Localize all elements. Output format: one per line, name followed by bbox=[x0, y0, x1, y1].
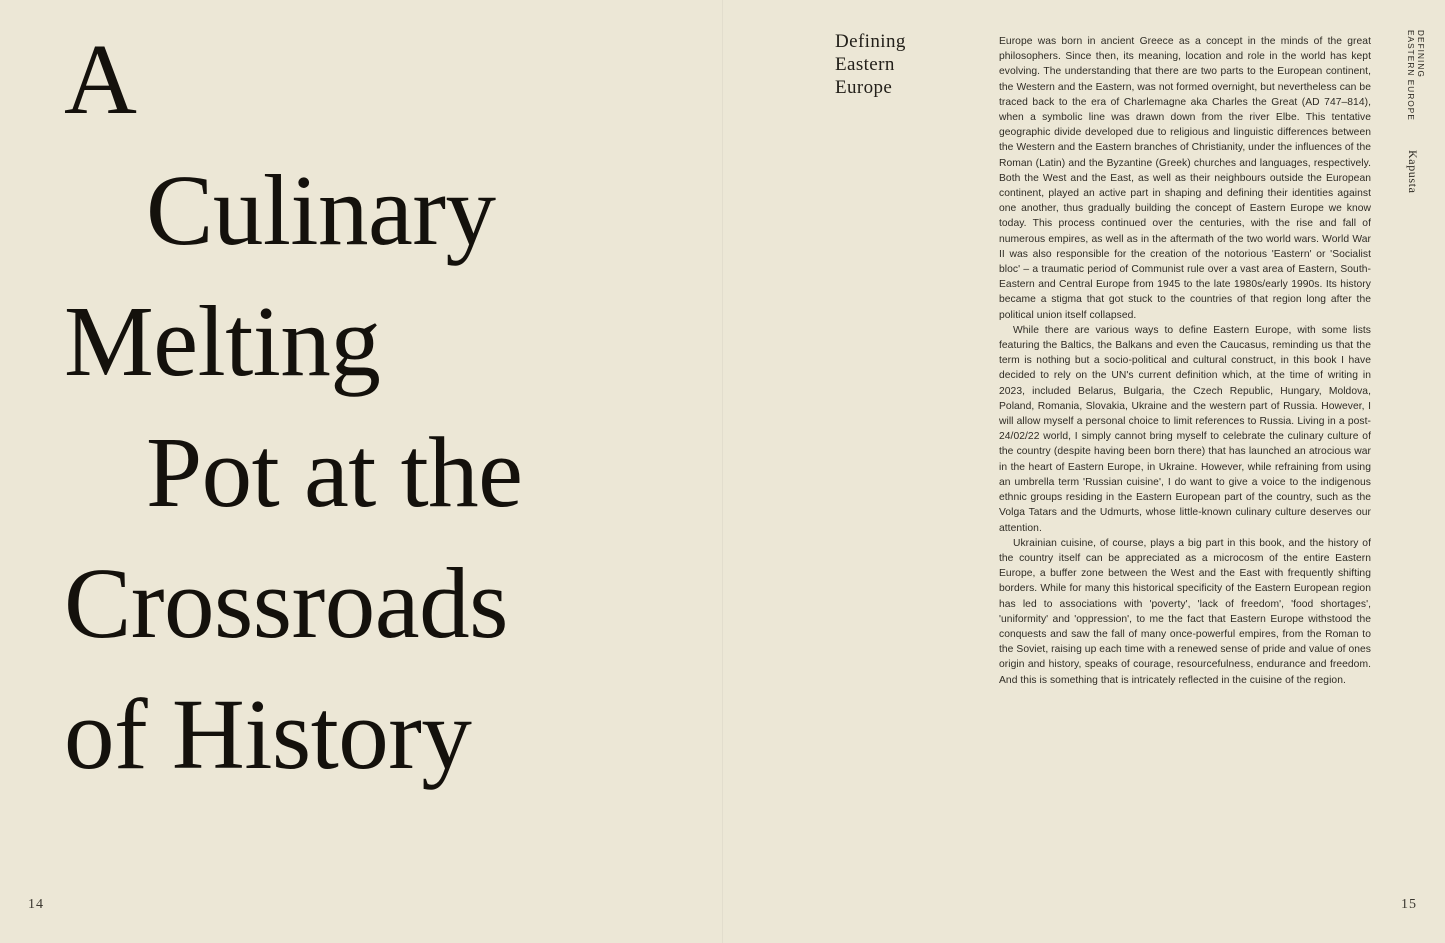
body-paragraph: While there are various ways to define Eastern Europe, with some lists featuring the Baltics, the Balkans and even the Caucasus, reminding us that the term is nothing but a socio-political and cultural construct, in this book I have decided to rely on the UN's current definition which, at the time of writing in 2023, included Belarus, Bulgaria, the Czech Republic, Hungary, Moldova, Poland, Romania, Slovakia, Ukraine and the western part of Russia. However, I will allow myself a personal choice to limit references to Russia. Living in a post-24/02/22 world, I simply cannot bring myself to celebrate the culinary culture of the country (despite having been born there) that has launched an atrocious war in the heart of Eastern Europe, in Ukraine. However, while refraining from using an umbrella term 'Russian cuisine', I do want to give a voice to the indigenous ethnic groups residing in the Eastern European part of the country, such as the Volga Tatars and the Udmurts, whose little-known culinary culture deserves our attention. bbox=[999, 324, 1371, 534]
body-paragraph: Europe was born in ancient Greece as a concept in the minds of the great philosophers. Since then, its meaning, location and role in the world has kept evolving. The understanding that there are two parts to the European continent, the Western and the Eastern, was not formed overnight, but nevertheless can be traced back to the era of Charlemagne aka Charles the Great (AD 747–814), when a symbolic line was drawn down from the river Elbe. This tentative geographic divide developed due to religious and linguistic differences between the Western and the Eastern branches of Christianity, under the influences of the Roman (Latin) and the Byzantine (Greek) churches and languages, respectively. Both the West and the East, as well as their neighbours outside the European continent, played an active part in shaping and defining their identities against one another, thus gradually building the concept of Eastern Europe we know today. This process continued over the centuries, with the rise and fall of numerous empires, as well as in the aftermath of the two world wars. World War II was also responsible for the creation of the notorious 'Eastern' or 'Socialist bloc' – a traumatic period of Communist rule over a vast area of Eastern, South-Eastern and Central Europe from 1945 to the late 1980s/early 1990s. Its history became a stigma that got stuck to the countries of that region long after the political union itself collapsed. bbox=[999, 36, 1371, 321]
right-page bbox=[723, 0, 1445, 943]
running-head-line-2: EASTERN EUROPE bbox=[1406, 30, 1415, 121]
page-title bbox=[64, 14, 674, 800]
title-line-2: Culinary bbox=[146, 154, 496, 266]
running-head-line-1: DEFINING bbox=[1416, 30, 1425, 78]
chapter-heading bbox=[835, 30, 965, 99]
title-line-4: Pot at the bbox=[146, 416, 523, 528]
body-text-column bbox=[999, 34, 1371, 688]
chapter-heading-line-2: Eastern bbox=[835, 54, 895, 75]
chapter-heading-line-3: Europe bbox=[835, 77, 893, 98]
book-title-label: Kapusta bbox=[1406, 150, 1420, 194]
title-line-3: Melting bbox=[64, 285, 381, 397]
title-line-6: of History bbox=[64, 678, 472, 790]
title-line-1: A bbox=[64, 23, 137, 135]
body-paragraph: Ukrainian cuisine, of course, plays a big part in this book, and the history of the country itself can be appreciated as a microcosm of the entire Eastern Europe, a buffer zone between the West and the East with frequently shifting borders. While for many this historical specificity of the Eastern European region has led to associations with 'poverty', 'lack of freedom', 'food shortages', 'uniformity' and 'oppression', to me the fact that Eastern Europe withstood the conquests and saw the fall of many once-powerful empires, from the Roman to the Soviet, raising up each time with a renewed sense of pride and value of ones origin and history, speaks of courage, resourcefulness, endurance and freedom. And this is something that is intricately reflected in the cuisine of the region. bbox=[999, 537, 1371, 686]
folio-left: 14 bbox=[28, 897, 44, 912]
folio-right: 15 bbox=[1401, 897, 1417, 912]
chapter-heading-line-1: Defining bbox=[835, 31, 906, 52]
title-line-5: Crossroads bbox=[64, 547, 508, 659]
book-title-tab bbox=[1405, 150, 1423, 270]
